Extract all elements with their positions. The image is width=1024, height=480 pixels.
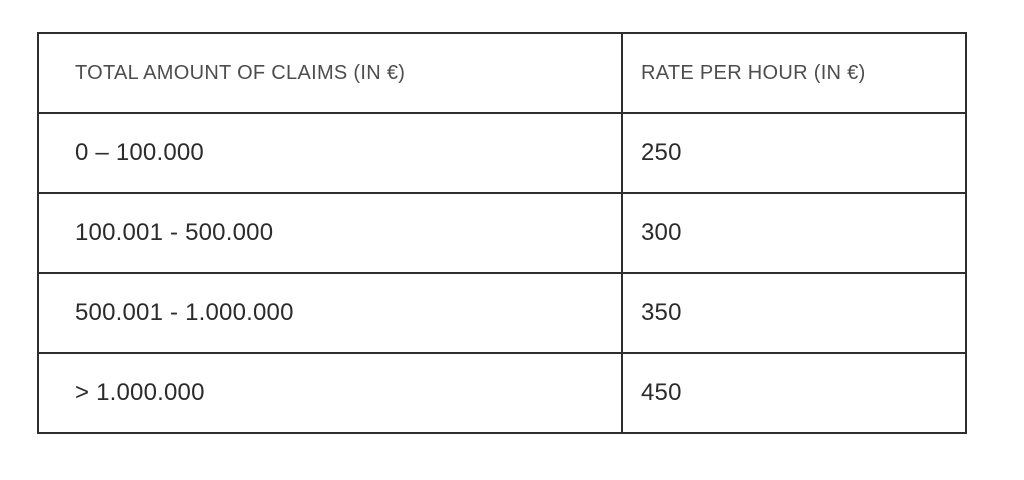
claims-range-cell: 500.001 - 1.000.000: [38, 273, 622, 353]
rate-cell: 250: [622, 113, 966, 193]
table-row: [38, 273, 966, 353]
rate-cell: 300: [622, 193, 966, 273]
header-total-amount-of-claims: TOTAL AMOUNT OF CLAIMS (IN €): [38, 33, 622, 113]
table-row: [38, 353, 966, 433]
table-header-row: [38, 33, 966, 113]
rate-cell: 450: [622, 353, 966, 433]
claims-rate-table: [37, 32, 967, 434]
claims-range-cell: 100.001 - 500.000: [38, 193, 622, 273]
table-row: [38, 193, 966, 273]
claims-range-cell: > 1.000.000: [38, 353, 622, 433]
table-row: [38, 113, 966, 193]
claims-range-cell: 0 – 100.000: [38, 113, 622, 193]
rate-cell: 350: [622, 273, 966, 353]
header-rate-per-hour: RATE PER HOUR (IN €): [622, 33, 966, 113]
